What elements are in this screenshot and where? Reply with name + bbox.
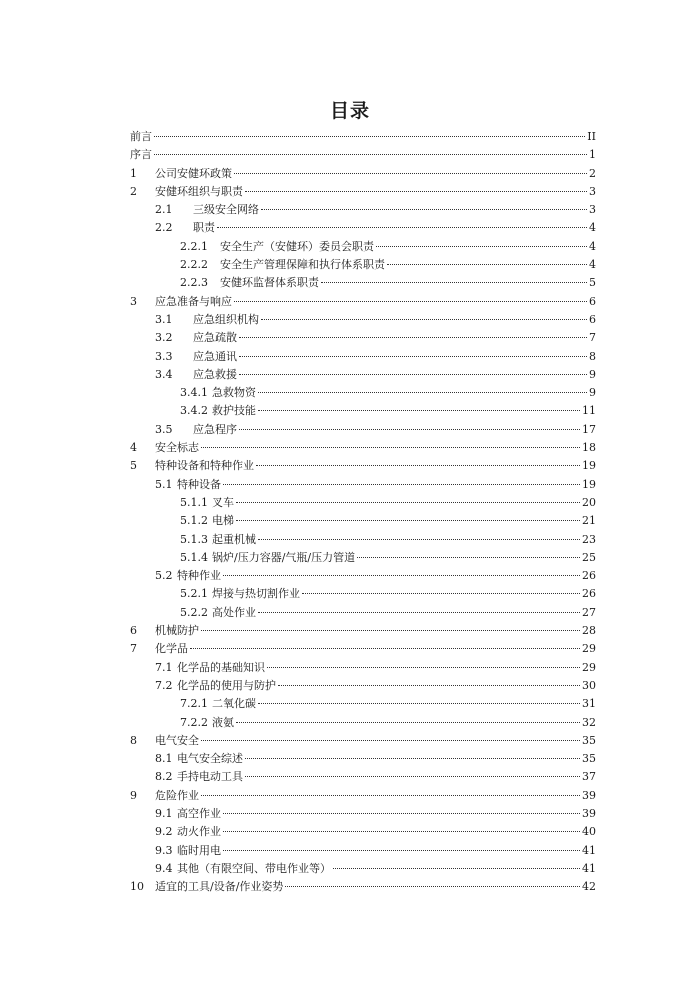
dot-leader (387, 252, 587, 265)
toc-entry-number: 5.2.2 (180, 605, 208, 619)
toc-entry-number: 9 (130, 788, 137, 802)
toc-entry-label: 前言 (130, 130, 152, 143)
toc-entry-number: 3.3 (155, 349, 173, 363)
toc-entry-number: 2.2 (155, 221, 173, 235)
toc-entry-label: 安全生产管理保障和执行体系职责 (220, 258, 385, 272)
toc-entry-number: 4 (130, 441, 137, 455)
toc-entry-label: 特种设备和特种作业 (155, 459, 254, 473)
toc-entry-label: 高空作业 (177, 806, 221, 820)
dot-leader (261, 197, 587, 210)
toc-entry-page-number: 19 (582, 459, 596, 473)
dot-leader (278, 673, 580, 686)
toc-entry-label: 化学品的使用与防护 (177, 678, 276, 692)
toc-entry-label: 焊接与热切割作业 (212, 587, 300, 601)
toc-entry-label: 应急疏散 (193, 331, 237, 345)
toc-entry-label: 电气安全综述 (177, 752, 243, 766)
dot-leader (258, 380, 587, 393)
toc-entry-number: 1 (130, 166, 137, 180)
toc-entry-label: 急救物资 (212, 386, 256, 400)
toc-entry-label: 特种作业 (177, 569, 221, 583)
toc-entry-page-number: 37 (582, 770, 596, 784)
dot-leader (302, 581, 580, 594)
toc-entry-page-number: 35 (582, 733, 596, 747)
toc-entry-number: 7.2.1 (180, 697, 208, 711)
dot-leader (256, 453, 580, 466)
dot-leader (234, 161, 587, 174)
toc-entry-number: 3.2 (155, 331, 173, 345)
toc-entry-number: 8.1 (155, 752, 173, 766)
toc-entry-page-number: 17 (582, 422, 596, 436)
toc-entry-page-number: 4 (589, 258, 596, 272)
toc-entry-page-number: 25 (582, 550, 596, 564)
dot-leader (217, 215, 587, 228)
dot-leader (190, 636, 580, 649)
toc-entry-label: 二氧化碳 (212, 697, 256, 711)
dot-leader (245, 764, 580, 777)
toc-entry-page-number: 9 (589, 367, 596, 381)
toc-entry-number: 3.1 (155, 312, 173, 326)
toc-entry-page-number: 31 (582, 697, 596, 711)
dot-leader (236, 508, 580, 521)
dot-leader (223, 819, 580, 832)
dot-leader (239, 417, 580, 430)
toc-entry-label: 职责 (193, 221, 215, 235)
toc-entry-label: 危险作业 (155, 788, 199, 802)
toc-entry-label: 安健环监督体系职责 (220, 276, 319, 290)
toc-entry-number: 2.2.2 (180, 258, 208, 272)
toc-entry-label: 机械防护 (155, 624, 199, 638)
dot-leader (239, 344, 587, 357)
dot-leader (258, 600, 580, 613)
toc-entry-number: 7.2 (155, 678, 173, 692)
toc-entry-number: 5.1 (155, 477, 173, 491)
toc-entry-page-number: 3 (589, 184, 596, 198)
toc-entry-number: 7 (130, 642, 137, 656)
toc-entry-number: 2.2.1 (180, 239, 208, 253)
toc-entry-number: 6 (130, 624, 137, 638)
toc-entry-page-number: 39 (582, 788, 596, 802)
toc-entry-page-number: 4 (589, 239, 596, 253)
toc-entry-page-number: 35 (582, 752, 596, 766)
dot-leader (236, 490, 580, 503)
dot-leader (258, 527, 580, 540)
dot-leader (239, 325, 587, 338)
toc-entry-number: 2.1 (155, 203, 173, 217)
dot-leader (154, 142, 587, 155)
toc-entry-label: 序言 (130, 148, 152, 162)
toc-entry-number: 3 (130, 294, 137, 308)
toc-entry-number: 5.1.4 (180, 550, 208, 564)
toc-entry-page-number: 6 (589, 312, 596, 326)
toc-entry-number: 9.4 (155, 861, 173, 875)
toc-entry-label: 三级安全网络 (193, 203, 259, 217)
dot-leader (267, 655, 580, 668)
toc-entry-page-number: 26 (582, 569, 596, 583)
toc-entry-label: 应急通讯 (193, 349, 237, 363)
toc-entry-label: 起重机械 (212, 532, 256, 546)
dot-leader (236, 710, 580, 723)
toc-entry-label: 公司安健环政策 (155, 166, 232, 180)
toc-entry-label: 液氨 (212, 715, 234, 729)
toc-entry-label: 化学品 (155, 642, 188, 656)
dot-leader (245, 179, 587, 192)
toc-entry-number: 3.4.2 (180, 404, 208, 418)
dot-leader (223, 563, 580, 576)
toc-entry-page-number: 41 (582, 861, 596, 875)
toc-entry-number: 5.1.3 (180, 532, 208, 546)
toc-entry-label: 安全标志 (155, 441, 199, 455)
toc-entry-label: 锅炉/压力容器/气瓶/压力管道 (212, 550, 356, 564)
toc-entry-page-number: 30 (582, 678, 596, 692)
dot-leader (321, 270, 587, 283)
dot-leader (261, 307, 587, 320)
toc-entry-label: 安健环组织与职责 (155, 184, 243, 198)
toc-entry-page-number: 3 (589, 203, 596, 217)
toc-entry-page-number: 19 (582, 477, 596, 491)
dot-leader (245, 746, 580, 759)
toc-entry-label: 叉车 (212, 495, 234, 509)
toc-entry-label: 其他（有限空间、带电作业等） (177, 861, 331, 875)
toc-entry-page-number: 6 (589, 294, 596, 308)
dot-leader (258, 691, 580, 704)
toc-entry-label: 电气安全 (155, 733, 199, 747)
toc-entry-label: 化学品的基础知识 (177, 660, 265, 674)
toc-entry-page-number: 21 (582, 514, 596, 528)
toc-entry-page-number: 29 (582, 642, 596, 656)
toc-entry-number: 5.2 (155, 569, 173, 583)
toc-entry-page-number: 20 (582, 495, 596, 509)
toc-entry-label: 安全生产（安健环）委员会职责 (220, 239, 374, 253)
dot-leader (223, 472, 580, 485)
dot-leader (239, 362, 587, 375)
toc-entry-page-number: 5 (589, 276, 596, 290)
toc-entry-label: 高处作业 (212, 605, 256, 619)
toc-entry-label: 应急救援 (193, 367, 237, 381)
toc-entry-page-number: 4 (589, 221, 596, 235)
toc-entry-page-number: 2 (589, 166, 596, 180)
toc-entry-page-number: 41 (582, 843, 596, 857)
toc-entry-page-number: 1 (589, 148, 596, 162)
toc-entry-page-number: 39 (582, 806, 596, 820)
toc-entry[interactable] (130, 877, 596, 895)
dot-leader (234, 289, 587, 302)
toc-entry-number: 8.2 (155, 770, 173, 784)
toc-entry-label: 临时用电 (177, 843, 221, 857)
dot-leader (154, 124, 585, 137)
toc-entry-number: 3.4 (155, 367, 173, 381)
toc-entry-label: 应急准备与响应 (155, 294, 232, 308)
toc-entry-page-number: 27 (582, 605, 596, 619)
dot-leader (201, 618, 580, 631)
toc-entry-label: 特种设备 (177, 477, 221, 491)
toc-entry-number: 5.2.1 (180, 587, 208, 601)
toc-entry-label: 电梯 (212, 514, 234, 528)
toc-entry-number: 8 (130, 733, 137, 747)
dot-leader (223, 838, 580, 851)
toc-entry-page-number: 18 (582, 441, 596, 455)
toc-entry-number: 9.1 (155, 806, 173, 820)
toc-entry-page-number: 23 (582, 532, 596, 546)
toc-entry-page-number: 40 (582, 825, 596, 839)
toc-entry-page-number: 8 (589, 349, 596, 363)
toc-entry-label: 应急程序 (193, 422, 237, 436)
page-title: 目录 (329, 100, 370, 122)
dot-leader (376, 234, 587, 247)
table-of-contents (130, 127, 596, 895)
dot-leader (285, 874, 580, 887)
toc-entry-number: 7.2.2 (180, 715, 208, 729)
dot-leader (201, 783, 580, 796)
dot-leader (357, 545, 580, 558)
toc-entry-label: 救护技能 (212, 404, 256, 418)
toc-entry-page-number: 9 (589, 386, 596, 400)
toc-entry-number: 5.1.1 (180, 495, 208, 509)
dot-leader (201, 435, 580, 448)
toc-entry-number: 2.2.3 (180, 276, 208, 290)
toc-entry-page-number: 7 (589, 331, 596, 345)
toc-entry-label: 适宜的工具/设备/作业姿势 (155, 880, 284, 894)
toc-entry-page-number: 42 (582, 880, 596, 894)
toc-entry-page-number: 29 (582, 660, 596, 674)
toc-entry-page-number: 26 (582, 587, 596, 601)
toc-entry-label: 手持电动工具 (177, 770, 243, 784)
toc-entry-number: 10 (130, 880, 144, 894)
toc-entry-label: 应急组织机构 (193, 312, 259, 326)
dot-leader (223, 801, 580, 814)
toc-entry-page-number: 28 (582, 624, 596, 638)
toc-entry-number: 9.3 (155, 843, 173, 857)
toc-entry-number: 7.1 (155, 660, 173, 674)
toc-entry-number: 5.1.2 (180, 514, 208, 528)
toc-entry-page-number: 32 (582, 715, 596, 729)
dot-leader (333, 856, 580, 869)
toc-entry-number: 2 (130, 184, 137, 198)
toc-entry-number: 9.2 (155, 825, 173, 839)
dot-leader (201, 728, 580, 741)
toc-entry-number: 3.4.1 (180, 386, 208, 400)
toc-entry-page-number: II (587, 130, 596, 143)
toc-entry-number: 5 (130, 459, 137, 473)
toc-entry-number: 3.5 (155, 422, 173, 436)
dot-leader (258, 398, 580, 411)
toc-entry-label: 动火作业 (177, 825, 221, 839)
toc-entry-page-number: 11 (582, 404, 596, 418)
